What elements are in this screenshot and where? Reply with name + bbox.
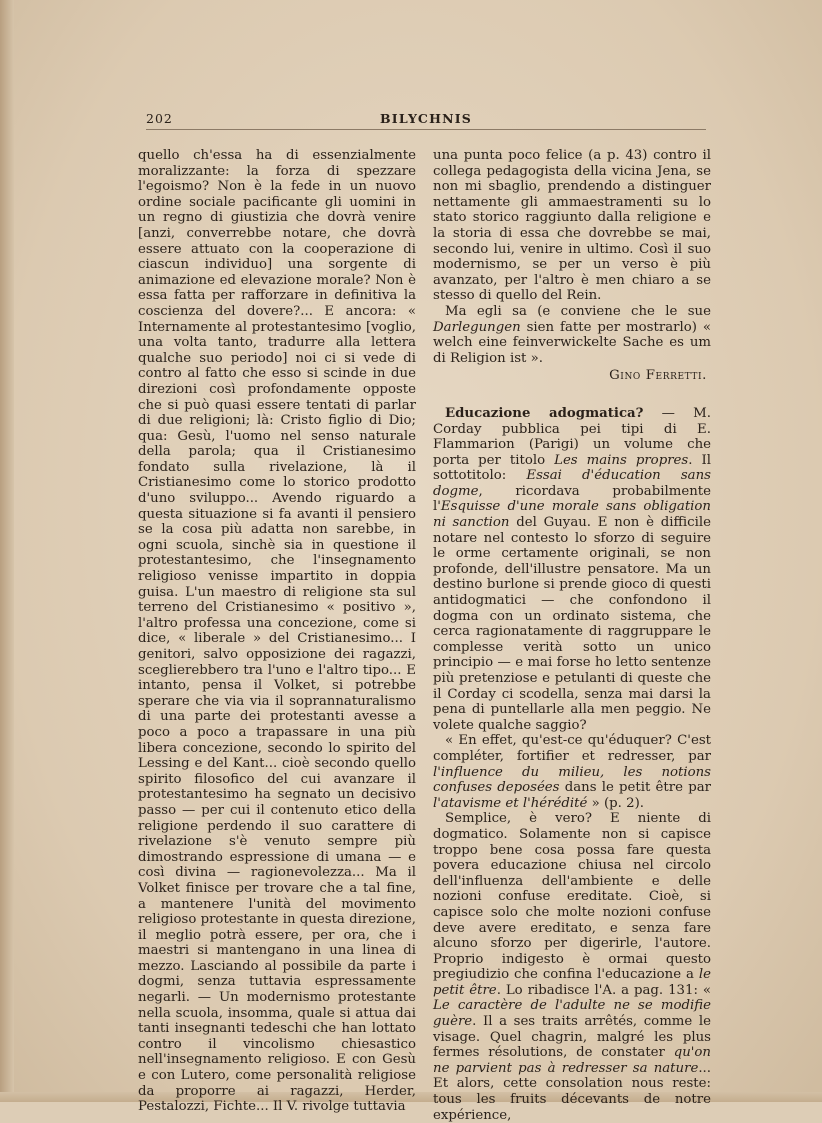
right-column [433,148,711,1123]
left-column-text: quello ch'essa ha di essenzialmente moralizzante: la forza di spezzare l'egoismo? Non è la fede in un nuovo ordine sociale pacificante gli uomini in un regno di giustizia che dovrà venire [anzi, converrebbe notare, che dovrà essere attuato con la cooperazione di ciascun individuo] una sorgente di animazione ed elevazione morale? Non è essa fatta per rafforzare in definitiva la coscienza del dovere?... E ancora: « Internamente al protestantesimo [voglio, una volta tanto, tradurre alla lettera qualche suo periodo] noi ci si vede di contro al fatto che esso si scinde in due direzioni così profondamente opposte che si può quasi essere tentati di parlar di due religioni; là: Cristo figlio di Dio; qua: Gesù, l'uomo nel senso naturale della parola; qua il Cristianesimo fondato sulla rivelazione, là il Cristianesimo come lo storico prodotto d'uno sviluppo... Avendo riguardo a questa situazione si fa avanti il pensiero se la cosa più adatta non sarebbe, in ogni scuola, sinchè sia in questione il protestantesimo, che l'insegnamento religioso venisse impartito in doppia guisa. L'un maestro di religione sta sul terreno del Cristianesimo « positivo », l'altro professa una concezione, come si dice, « liberale » del Cristianesimo... I genitori, salvo opposizione dei ragazzi, sceglierebbero tra l'uno e l'altro tipo... E intanto, pensa il Volket, si potrebbe sperare che via via il soprannaturalismo di una parte dei protestanti avesse a poco a poco a trapassare in una più libera concezione, secondo lo spirito del Lessing e del Kant... cioè secondo quello spirito filosofico del cui avanzare il protestantesimo ha segnato un decisivo passo — per cui il contenuto etico della religione perdendo il suo carattere di rivelazione s'è venuto sempre più dimostrando espressione di umana — e così divina — ragionevolezza... Ma il Volket finisce per trovare che a tal fine, a mantenere l'unità del movimento religioso protestante in questa direzione, il meglio potrà essere, per ora, che i maestri si mantengano in una linea di mezzo. Lasciando al possibile da parte i dogmi, senza tuttavia espressamente negarli. — Un modernismo protestante nella scuola, insomma, quale si attua dai tanti insegnanti tedeschi che han lottato contro il vincolismo chiesastico nell'insegnamento religioso. E con Gesù e con Lutero, come personalità religiose da proporre ai ragazzi, Herder, Pestalozzi, Fichte... Il V. rivolge tuttavia [138,148,416,1115]
section-educazione: Educazione adogmatica? — M. Corday pubblica pei tipi di E. Flammarion (Parigi) un volume che porta per titolo Les mains propres. Il sottotitolo: Essai d'éducation sans dogme, ricordava probabilmente l'Esquisse d'une morale sans obligation ni sanction del Guyau. E non è difficile notare nel contesto lo sforzo di seguire le orme certamente originali, se non profonde, dell'illustre pensatore. Ma un destino burlone si prende gioco di questi antidogmatici — che confondono il dogma con un ordinato sistema, che cerca ragionatamente di raggruppare le complesse verità sotto un unico principio — e mai forse ho letto sentenze più pretenziose e petulanti di queste che il Corday ci scodella, senza mai darsi la pena di puntellarle alla men peggio. Ne volete qualche saggio? [433,405,712,733]
paragraph-semplice: Semplice, è vero? E niente di dogmatico. Solamente non si capisce troppo bene cosa possa fare questa povera educazione chiusa nel circolo dell'influenza dell'ambiente e delle nozioni confuse ereditate. Cioè, si capisce solo che molte nozioni confuse deve avere ereditato, e senza fare alcuno sforzo per digerirle, l'autore. Proprio indigesto è ormai questo pregiudizio che confina l'educazione a le petit être. Lo ribadisce l'A. a pag. 131: « Le caractère de l'adulte ne se modifie guère. Il a ses traits arrêtés, comme le visage. Quel chagrin, malgré les plus fermes résolutions, de constater qu'on ne parvient pas à redresser sa nature... Et alors, cette consolation nous reste: tous les fruits décevants de notre expérience, [433,811,711,1123]
running-header [146,107,706,130]
author-signature: Gino Ferretti. [609,368,707,384]
section-title: Educazione adogmatica? [445,405,644,421]
paragraph-darlegungen: Ma egli sa (e conviene che le sue Darlegungen sien fatte per mostrarlo) « welch eine feinverwickelte Sache es um di Religion ist ». [433,303,711,366]
paragraph-rein: una punta poco felice (a p. 43) contro il collega pedagogista della vicina Jena, se non mi sbaglio, prendendo a distinguer nettamente gli ammaestramenti su lo stato storico raggiunto dalla religione e la storia di essa che dovrebbe se mai, secondo lui, venire in ultimo. Così il suo modernismo, se per un verso è più avanzato, per l'altro è men chiaro a se stesso di quello del Rein. [433,148,711,304]
paragraph-quote: « En effet, qu'est-ce qu'éduquer? C'est compléter, fortifier et redresser, par l'influence du milieu, les notions confuses deposées dans le petit être par l'atavisme et l'hérédité » (p. 2). [433,733,711,811]
page-edge-left [0,0,14,1102]
left-column [138,148,416,1115]
running-title: BILYCHNIS [380,111,472,126]
page-number: 202 [146,111,173,126]
